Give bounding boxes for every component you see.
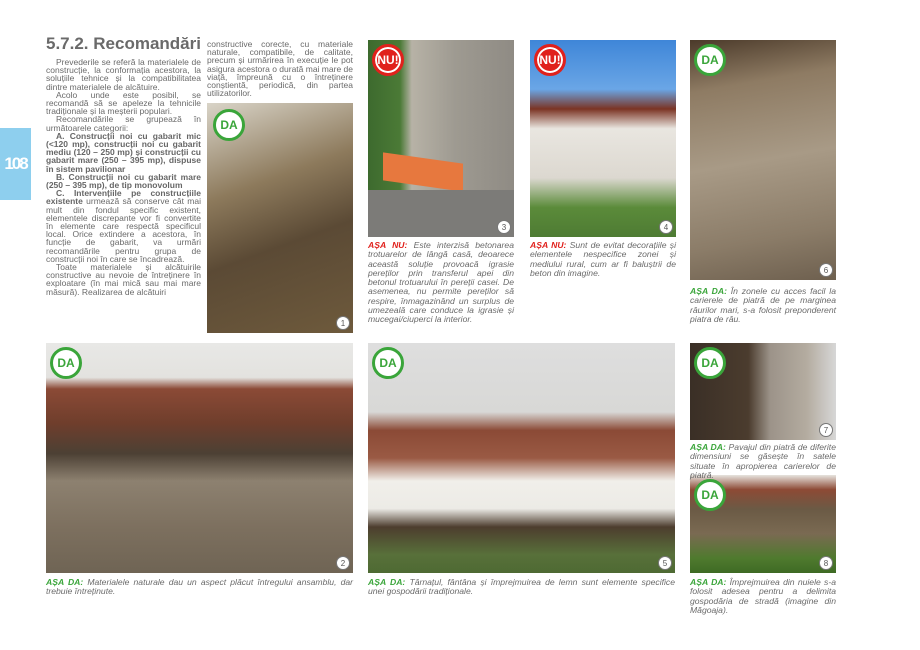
da-badge: DA	[694, 347, 726, 379]
da-badge: DA	[50, 347, 82, 379]
caption-label: AȘA DA:	[690, 577, 727, 587]
page-number-tab	[0, 128, 31, 200]
caption-label: AȘA DA:	[46, 577, 84, 587]
caption-2	[46, 578, 353, 597]
nu-badge: NU!	[534, 44, 566, 76]
body-column-2	[207, 40, 353, 97]
caption-7	[690, 443, 836, 480]
photo-number: 6	[819, 263, 833, 277]
body-column-1	[46, 58, 201, 296]
caption-text: Materialele naturale dau un aspect plăcut întregului ansamblu, dar trebuie întreținute.	[46, 577, 353, 597]
photo-number: 7	[819, 423, 833, 437]
paragraph: Toate materialele și alcătuirile constructive au nevoie de întreținere în exploatare (în mai mică sau mai mare măsură). Realizarea de alcătuiri	[46, 262, 201, 297]
caption-text: În zonele cu acces facil la carierele de piatră de pe marginea râurilor mari, s-a folosit preponderent piatra de râu.	[690, 286, 836, 324]
photo-number: 5	[658, 556, 672, 570]
category-b	[46, 173, 201, 189]
photo-traditional-house-well	[368, 343, 675, 573]
caption-4	[530, 241, 676, 278]
caption-text: Este interzisă betonarea trotuarelor de lângă casă, deoarece această soluție provoacă igrasie pereților prin transferul apei din betonul trotuarului în pereții casei. De asemenea, nu permite pereților să respire, înmagazinând un surplus de umezeală care conduce la igrasie și mucegai/ciuperci la interior.	[368, 240, 514, 325]
section-title: 5.7.2. Recomandări	[46, 34, 201, 53]
photo-stone-pavement	[690, 343, 836, 440]
page-number: 108	[4, 154, 27, 173]
paragraph: Acolo unde este posibil, se recomandă să se apeleze la tehnicile tradiționale și la meșterii populari.	[46, 89, 201, 117]
caption-label: AȘA NU:	[530, 240, 567, 250]
photo-stone-wall	[46, 343, 353, 573]
caption-label: AȘA DA:	[690, 286, 727, 296]
photo-number: 1	[336, 316, 350, 330]
category-b-text: B. Construcții noi cu gabarit mare (250 – 395 mp), de tip monovolum	[46, 171, 201, 191]
photo-wattle-fence	[690, 475, 836, 573]
nu-badge: NU!	[372, 44, 404, 76]
photo-concrete-sidewalk	[368, 40, 514, 237]
caption-label: AȘA DA:	[368, 577, 406, 587]
photo-decorative-house	[530, 40, 676, 237]
orange-sidewalk	[383, 152, 463, 191]
category-a-text: A. Construcții noi cu gabarit mic (<120 mp), construcții noi cu gabarit mediu (120 – 250 mp) și construcții cu gabarit mare (250 – 395 mp), dispuse în sistem pavilionar	[46, 130, 201, 174]
caption-text: Târnațul, fântâna și împrejmuirea de lemn sunt elemente specifice unei gospodării tradiționale.	[368, 577, 675, 597]
category-a	[46, 132, 201, 173]
photo-number: 3	[497, 220, 511, 234]
caption-text: Pavajul din piatră de diferite dimensiuni se găsește în satele situate în apropierea carierelor de piatră.	[690, 442, 836, 480]
photo-number: 2	[336, 556, 350, 570]
photo-river-stone-wall	[690, 40, 836, 280]
caption-label: AȘA NU:	[368, 240, 408, 250]
da-badge: DA	[213, 109, 245, 141]
paragraph: constructive corecte, cu materiale naturale, compatibile, de calitate, precum și urmărirea în execuție le pot asigura acestora o durată mai mare de viață, împreună cu o întreținere conștientă, periodică, din partea utilizatorilor.	[207, 39, 353, 99]
caption-6	[690, 287, 836, 324]
da-badge: DA	[694, 44, 726, 76]
caption-3	[368, 241, 514, 325]
photo-fence-weaving	[207, 103, 353, 333]
category-c-heading: C. Intervențiile pe construcțiile existente	[46, 188, 201, 207]
paragraph: Prevederile se referă la materialele de construcție, la conformația acestora, la soluțiile tehnice și la compatibilitatea dintre materialele de alcătuire.	[46, 57, 201, 92]
caption-text: Sunt de evitat decorațiile și elementele nespecifice zonei și mediului rural, cum ar fi baluștrii de beton din imagine.	[530, 240, 676, 278]
category-c	[46, 189, 201, 263]
caption-5	[368, 578, 675, 597]
paragraph: Recomandările se grupează în următoarele categorii:	[46, 114, 201, 133]
category-c-text: urmează să conserve cât mai mult din fondul specific existent, elementele discrepante vor fi convertite în elemente care respectă specificul local. Orice extindere a acestora, în funcție de gabarit, va urmări recomandările pentru grupa de construcții noi în care se încadrează.	[46, 196, 201, 264]
da-badge: DA	[694, 479, 726, 511]
caption-8	[690, 578, 836, 615]
photo-number: 4	[659, 220, 673, 234]
ground	[368, 190, 514, 237]
da-badge: DA	[372, 347, 404, 379]
photo-number: 8	[819, 556, 833, 570]
caption-label: AȘA DA:	[690, 442, 726, 452]
caption-text: Împrejmuirea din nuiele s-a folosit adesea pentru a delimita gospodăria de stradă (imagine din Măgoaja).	[690, 577, 836, 615]
